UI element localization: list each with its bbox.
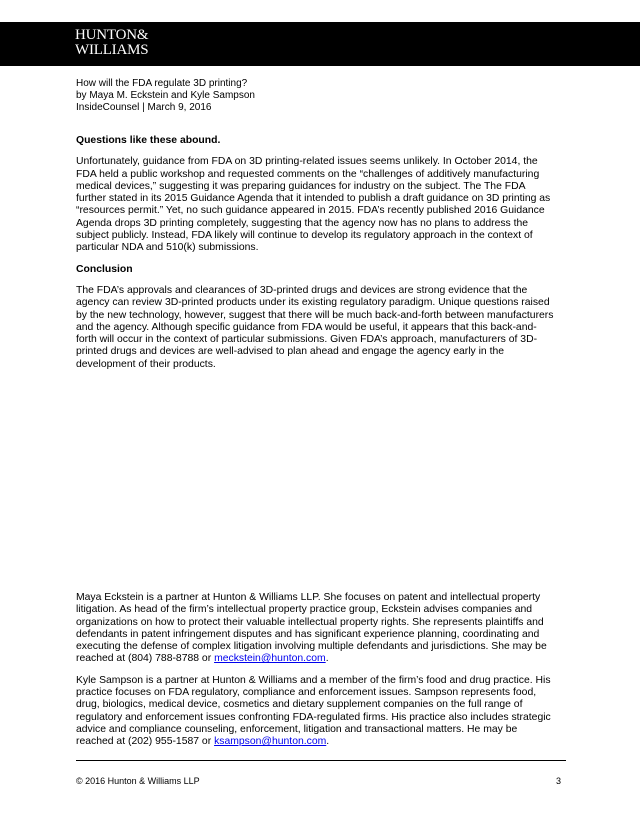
firm-logo	[75, 28, 148, 58]
sampson-email-link[interactable]: ksampson@hunton.com	[214, 736, 327, 748]
bio-sampson-text: Kyle Sampson is a partner at Hunton & Williams and a member of the firm’s food and drug practice. His practice focuses on FDA regulatory, compliance and enforcement issues. Sampson represents food, drug, biologics, medical device, cosmetics and dietary supplement companies on the full range of regulatory and enforcement issues confronting FDA-regulated firms. His practice also includes strategic advice and compliance counseling, enforcement, litigation and transactional matters. He may be reached at (202) 955-1587 or	[76, 674, 551, 748]
paragraph-guidance: Unfortunately, guidance from FDA on 3D printing-related issues seems unlikely. In October 2014, the FDA held a public workshop and requested comments on the “challenges of additively manufacturing medical devices,” suggesting it was preparing guidances for industry on the subject. The The FDA further stated in its 2015 Guidance Agenda that it intended to publish a draft guidance on 3D printing as “resources permit.” Yet, no such guidance appeared in 2015. FDA’s recently published 2016 Guidance Agenda drops 3D printing completely, suggesting that the agency now has no plans to address the subject publicly. Instead, FDA likely will continue to develop its regulatory approach in the context of particular NDA and 510(k) submissions.	[76, 156, 551, 254]
eckstein-email-link[interactable]: meckstein@hunton.com	[214, 653, 326, 665]
page-number: 3	[556, 776, 562, 786]
article-body	[76, 135, 554, 380]
author-bios	[76, 592, 554, 758]
paragraph-conclusion: The FDA’s approvals and clearances of 3D-printed drugs and devices are strong evidence that the agency can review 3D-printed products under its existing regulatory paradigm. Unique questions raised by the new technology, however, suggest that there will be much back-and-forth between manufacturers and the agency. Although specific guidance from FDA would be useful, it appears that this back-and-forth will occur in the context of particular submissions. Given FDA’s approach, manufacturers of 3D-printed drugs and devices are well-advised to plan ahead and engage the agency early in the development of their products.	[76, 284, 554, 370]
bio-eckstein-text: Maya Eckstein is a partner at Hunton & Williams LLP. She focuses on patent and intellectual property litigation. As head of the firm’s intellectual property practice group, Eckstein advises companies and organizations on how to protect their valuable intellectual property rights. She represents plaintiffs and defendants in patent infringement disputes and has significant experience planning, coordinating and executing the defense of complex litigation involving multiple defendants and jurisdictions. She may be reached at (804) 788-8788 or	[76, 592, 547, 665]
footer-divider	[76, 760, 566, 761]
section-heading-questions: Questions like these abound.	[76, 135, 221, 146]
bio-sampson	[76, 675, 554, 749]
section-heading-conclusion: Conclusion	[76, 263, 133, 275]
footer-copyright: © 2016 Hunton & Williams LLP	[76, 776, 200, 786]
article-title: How will the FDA regulate 3D printing?	[76, 78, 248, 89]
bio-sampson-end: .	[326, 736, 330, 748]
article-meta	[76, 78, 255, 114]
logo-line-1: HUNTON&	[75, 27, 149, 43]
article-authors: by Maya M. Eckstein and Kyle Sampson	[76, 90, 255, 101]
logo-line-2: WILLIAMS	[75, 42, 149, 58]
bio-eckstein-end: .	[325, 653, 329, 665]
article-source: InsideCounsel | March 9, 2016	[76, 102, 212, 113]
bio-eckstein	[76, 592, 554, 666]
